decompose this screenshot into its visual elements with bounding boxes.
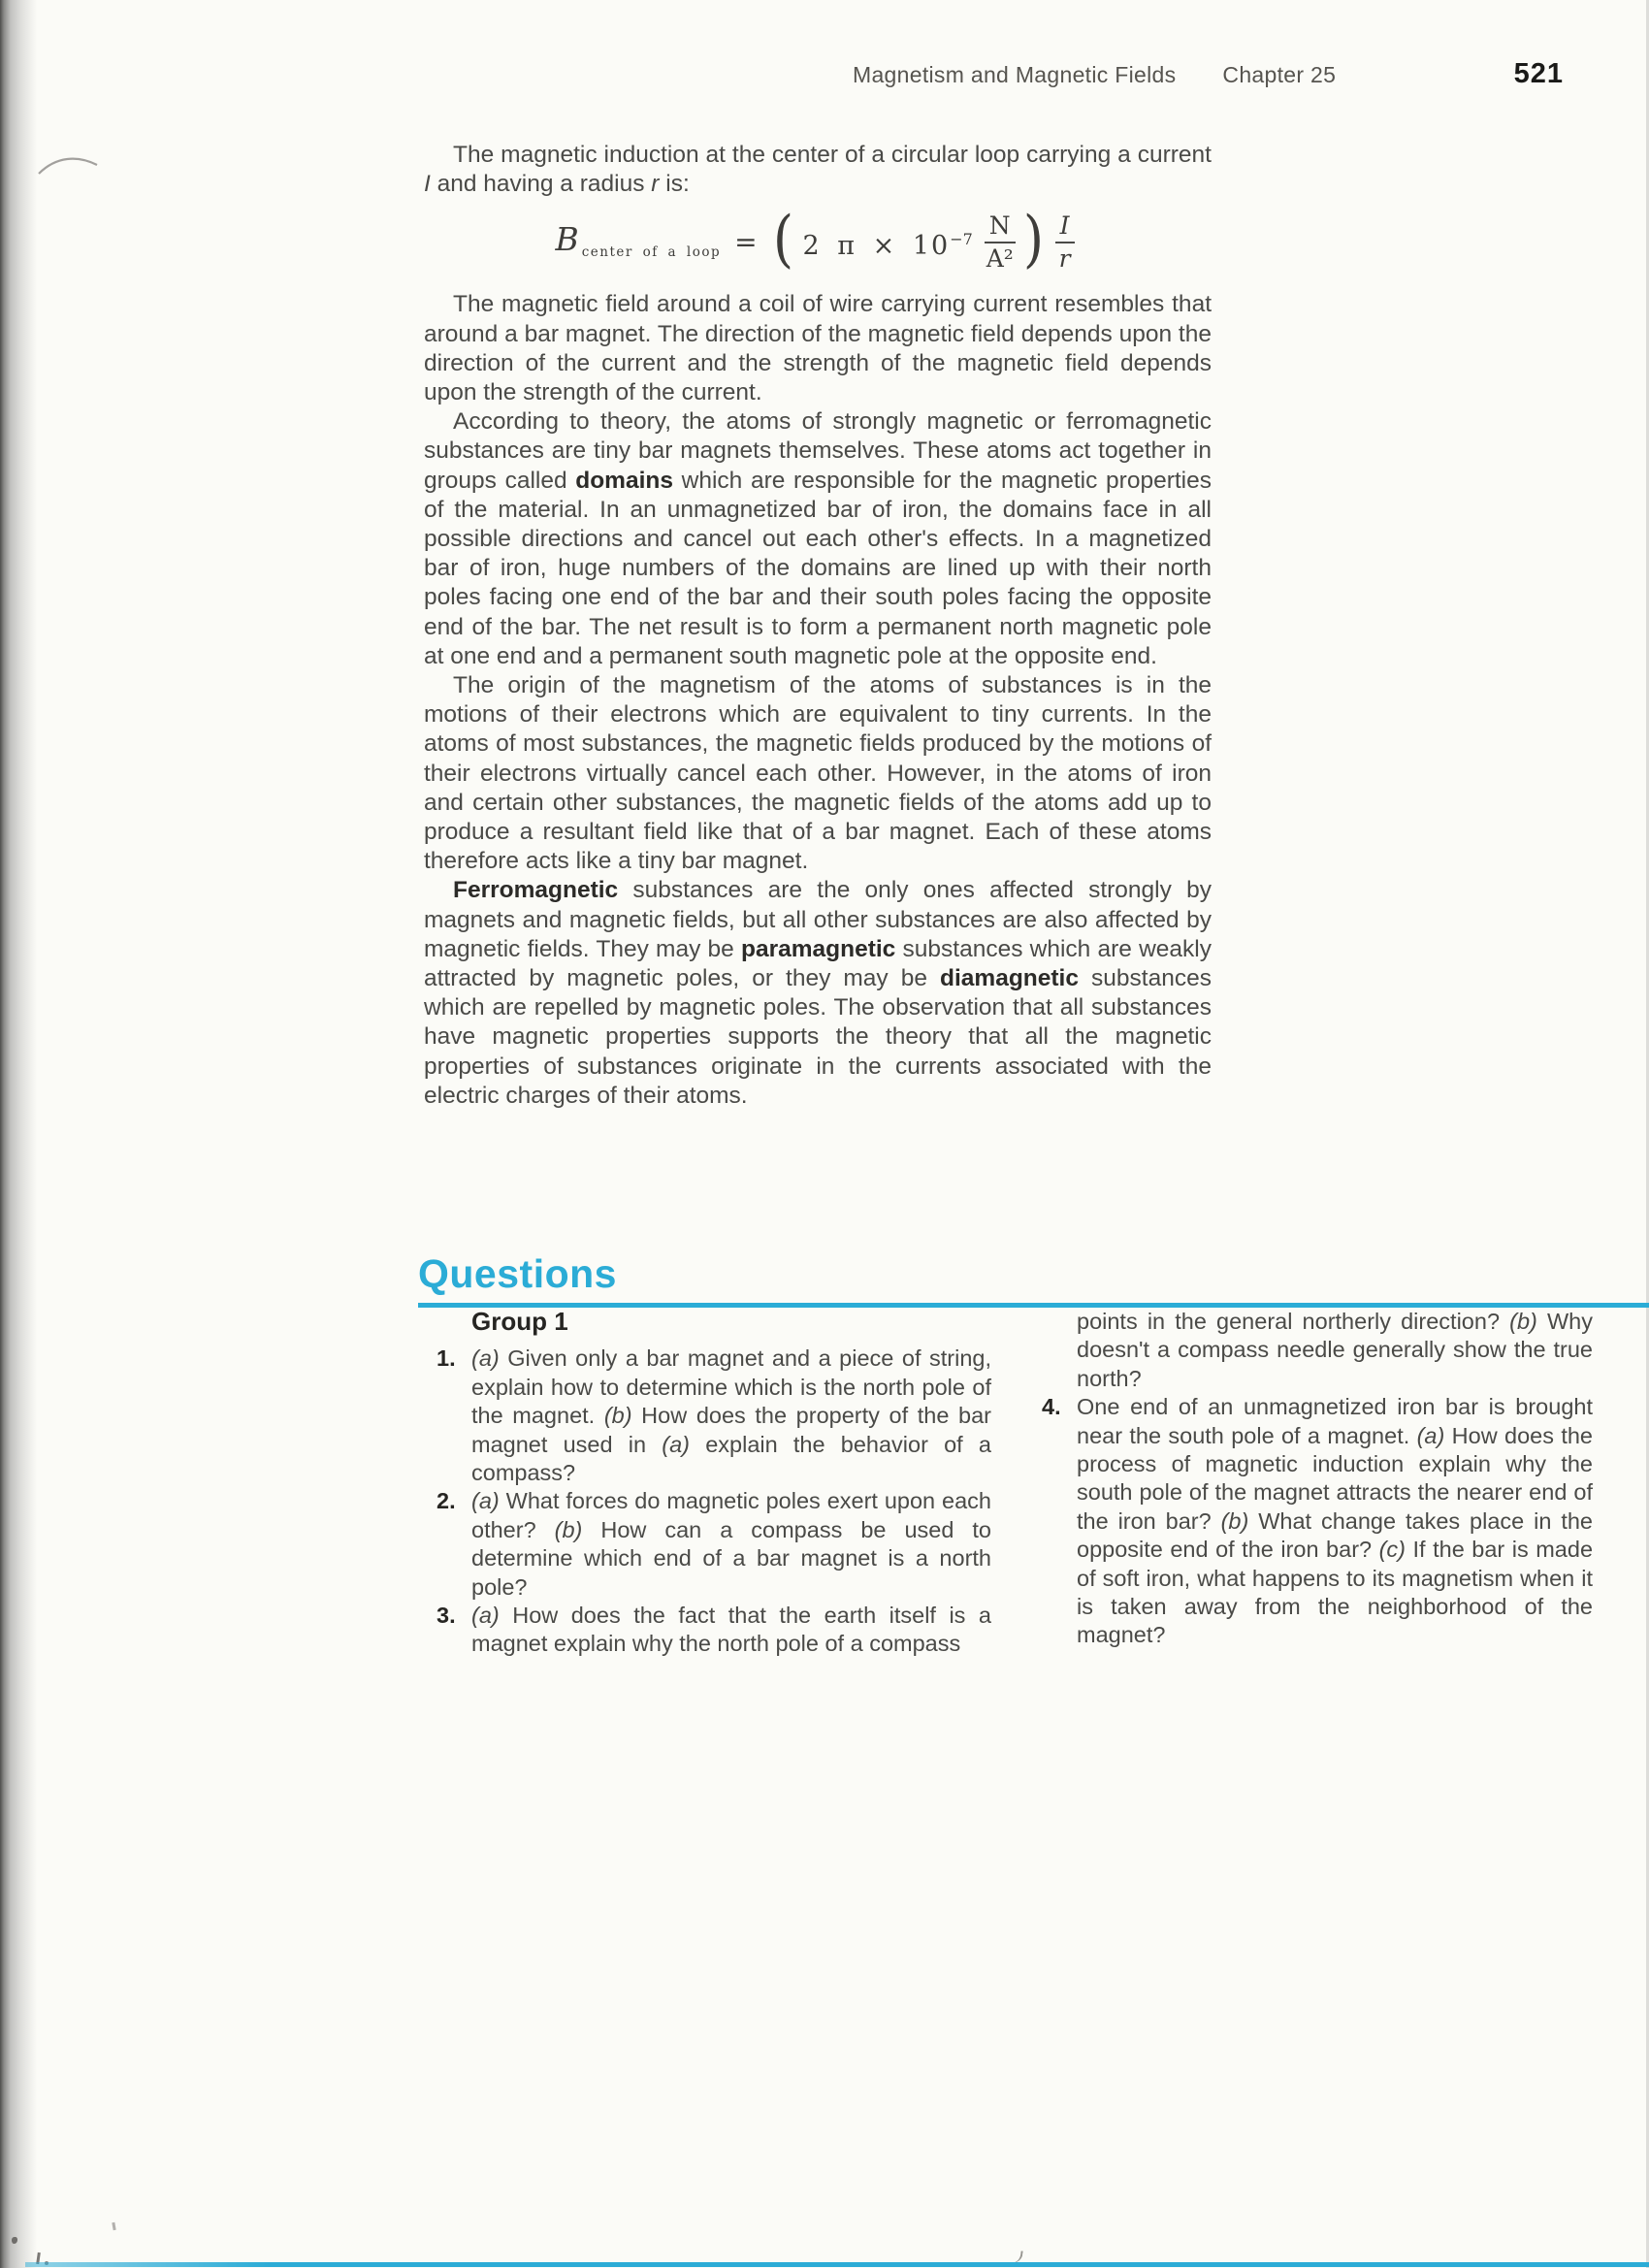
questions-right-column <box>1042 1308 1600 1650</box>
text-segment: (a) <box>471 1345 500 1372</box>
article-body <box>424 141 1218 1111</box>
questions-section-header <box>418 1251 1649 1308</box>
text-segment: The magnetic induction at the center of a circular loop carrying a current <box>453 142 1218 168</box>
question-number: 2. <box>436 1488 456 1514</box>
group-title: Group 1 <box>471 1307 568 1336</box>
scan-mark <box>112 2222 115 2230</box>
question-text <box>471 1602 998 1659</box>
paragraph-intro <box>424 141 1218 199</box>
formula-lhs <box>555 219 722 261</box>
text-segment: How does the property of the bar magnet used in <box>471 1403 998 1457</box>
text-segment: substances which are weakly attracted by magnetic poles, or they may be <box>424 935 1218 992</box>
questions-list-left <box>436 1345 998 1658</box>
text-segment: What change takes place in the opposite end of the iron bar? <box>1077 1507 1600 1563</box>
question-text <box>1077 1308 1600 1393</box>
text-segment: (b) <box>554 1516 583 1542</box>
text-segment: (b) <box>1220 1507 1249 1534</box>
question-number: 4. <box>1042 1394 1061 1420</box>
paragraph <box>424 407 1218 671</box>
question-text <box>471 1487 998 1602</box>
text-segment: Given only a bar magnet and a piece of string, explain how to determine which is the north pole of the magnet. <box>471 1345 998 1429</box>
text-segment: r <box>651 171 660 198</box>
questions-heading: Questions <box>418 1251 617 1296</box>
fraction-numerator: N <box>985 212 1016 243</box>
question-item <box>1042 1308 1600 1393</box>
text-segment: If the bar is made of soft iron, what happens to its magnetism when it is taken away from the neighborhood of the magnet? <box>1077 1537 1600 1648</box>
formula-magnetic-induction: B center of a loop = ( 2 $\pi \times 10^{-7}$ $\frac{N}{\text{A²}}$ ) $\frac{I}{r}$ <box>424 212 1212 273</box>
text-segment: and having a radius <box>430 171 652 198</box>
questions-list-right <box>1042 1308 1600 1650</box>
text-segment: explain the behavior of a compass? <box>471 1431 998 1486</box>
fraction-denominator: r <box>1058 244 1071 274</box>
text-segment: One end of an unmagnetized iron bar is brought near the south pole of a magnet. <box>1077 1394 1600 1448</box>
formula-subscript: center of a loop <box>581 243 722 260</box>
fraction-denominator: A² <box>986 244 1014 274</box>
text-segment: What forces do magnetic poles exert upon each other? <box>471 1488 998 1542</box>
coefficient-base: 2 π × 10 <box>802 230 951 261</box>
question-item <box>436 1487 998 1602</box>
question-item <box>436 1602 998 1659</box>
text-segment: which are responsible for the magnetic properties of the material. In an unmagnetized bar of iron, the domains face in all possible directions and cancel out each other's effects. In a magnetized bar of iron, huge numbers of the domains are lined up with their north poles facing one end of the bar and their south poles facing the opposite end of the bar. The net result is to form a permanent north magnetic pole at one end and a permanent south magnetic pole at the opposite end. <box>424 467 1218 669</box>
question-number: 3. <box>436 1603 456 1629</box>
running-head-title: Magnetism and Magnetic Fields <box>853 62 1177 87</box>
paragraph <box>424 290 1218 407</box>
text-segment: According to theory, the atoms of strongly magnetic or ferromagnetic substances are tiny bar magnets themselves. These atoms act together in groups called <box>424 408 1218 494</box>
text-segment: (a) <box>1416 1422 1445 1448</box>
text-segment: The magnetic field around a coil of wire carrying current resembles that around a bar magnet. The direction of the magnetic field depends upon the direction of the current and the strength of the magnetic field depends upon the strength of the current. <box>424 291 1218 406</box>
coefficient-exponent: −7 <box>950 229 973 248</box>
text-segment: How does the fact that the earth itself is a magnet explain why the north pole of a compass <box>471 1603 998 1657</box>
equals-sign: = <box>734 226 758 259</box>
text-segment: diamagnetic <box>940 965 1079 992</box>
text-segment: substances are the only ones affected strongly by magnets and magnetic fields, but all other substances are also affected by magnetic fields. They may be <box>424 877 1218 962</box>
running-head-chapter: Chapter 25 <box>1222 62 1337 87</box>
question-item <box>1042 1393 1600 1650</box>
bottom-edge-rule <box>25 2262 1649 2267</box>
question-number <box>1042 1308 1077 1393</box>
paragraph <box>424 876 1218 1111</box>
question-item <box>436 1345 998 1487</box>
text-segment: domains <box>575 467 673 494</box>
question-text <box>471 1345 998 1487</box>
questions-left-column <box>436 1307 998 1659</box>
text-segment: How does the process of magnetic induction explain why the south pole of the magnet attracts the nearer end of the iron bar? <box>1077 1422 1600 1534</box>
text-segment: is: <box>659 171 690 198</box>
scan-mark-curve <box>37 152 99 178</box>
text-segment: (b) <box>603 1403 632 1429</box>
units-fraction <box>985 212 1016 273</box>
text-segment: How can a compass be used to determine which end of a bar magnet is a north pole? <box>471 1516 998 1600</box>
question-number: 1. <box>436 1345 456 1372</box>
page-number: 521 <box>1513 58 1564 89</box>
formula-coefficient <box>803 225 973 261</box>
fraction-numerator: I <box>1055 212 1075 243</box>
current-radius-fraction <box>1055 212 1075 273</box>
text-segment: (c) <box>1378 1537 1406 1563</box>
question-text <box>1077 1393 1600 1650</box>
text-segment: (a) <box>471 1603 500 1629</box>
text-segment: I <box>424 171 431 198</box>
text-segment: points in the general northerly direction? <box>1077 1309 1510 1334</box>
text-segment: paramagnetic <box>741 935 896 962</box>
text-segment: Ferromagnetic <box>453 877 619 904</box>
text-segment: (a) <box>662 1431 690 1457</box>
text-segment: substances which are repelled by magnetic poles. The observation that all substances have magnetic properties supports the theory that all the magnetic properties of substances originate in the currents associated with the electric charges of their atoms. <box>424 965 1218 1109</box>
page-header <box>853 58 1564 90</box>
scan-edge-shadow <box>0 0 37 2268</box>
text-segment: The origin of the magnetism of the atoms of substances is in the motions of their electrons which are equivalent to tiny currents. In the atoms of most substances, the magnetic fields produced by the motions of their electrons virtually cancel each other. However, in the atoms of iron and certain other substances, the magnetic fields of the atoms add up to produce a resultant field like that of a bar magnet. Each of these atoms therefore acts like a tiny bar magnet. <box>424 672 1218 875</box>
paragraph <box>424 671 1218 876</box>
text-segment: (b) <box>1509 1309 1537 1334</box>
formula-symbol-B: B <box>555 219 579 258</box>
text-segment: (a) <box>471 1488 500 1514</box>
text-segment: Why doesn't a compass needle generally show the true north? <box>1077 1309 1600 1391</box>
